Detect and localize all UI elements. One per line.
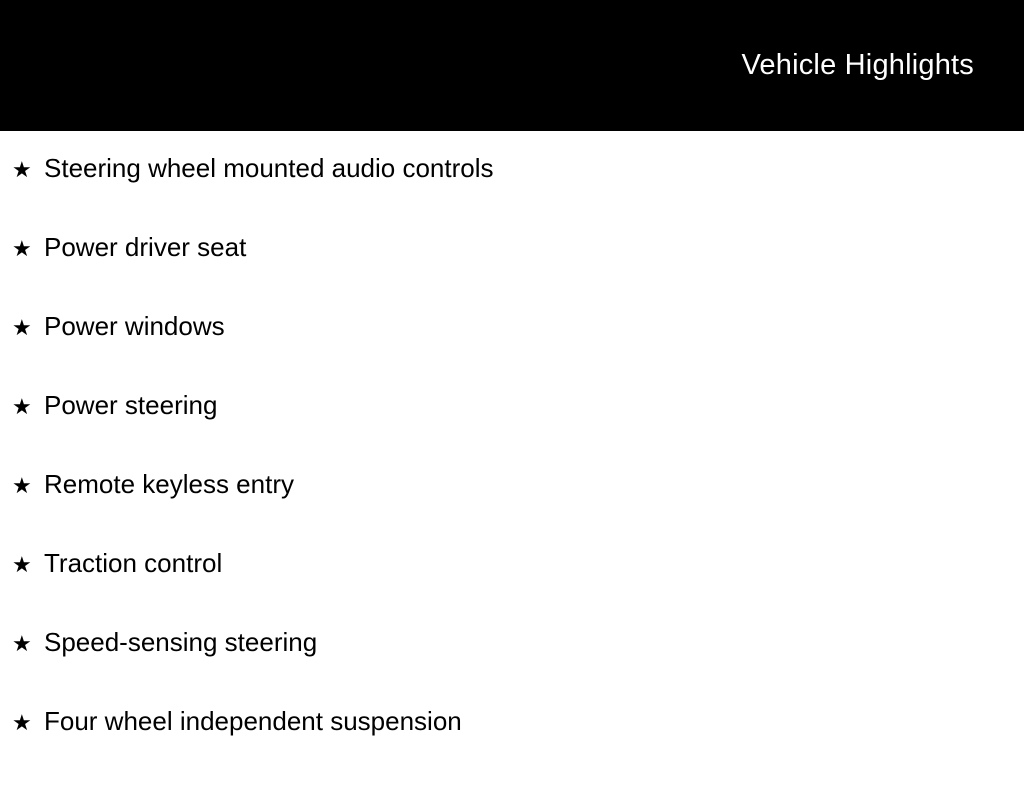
list-item [0,550,1024,629]
list-item [0,234,1024,313]
list-item [0,392,1024,471]
page-title: Vehicle Highlights [741,49,974,81]
vehicle-highlights-list [0,131,1024,787]
list-item [0,155,1024,234]
list-item-label: Power driver seat [44,232,247,262]
list-item-label: Traction control [44,548,223,578]
star-icon: ★ [12,315,32,340]
star-icon: ★ [12,236,32,261]
star-icon: ★ [12,473,32,498]
star-icon: ★ [12,552,32,577]
star-icon: ★ [12,631,32,656]
star-icon: ★ [12,710,32,735]
list-item-label: Steering wheel mounted audio controls [44,153,494,183]
list-item-label: Power steering [44,390,218,420]
list-item-label: Power windows [44,311,225,341]
list-item-label: Speed-sensing steering [44,627,318,657]
list-item-label: Remote keyless entry [44,469,294,499]
list-item [0,313,1024,392]
list-item [0,629,1024,708]
star-icon: ★ [12,157,32,182]
list-item [0,708,1024,787]
list-item-label: Four wheel independent suspension [44,706,462,736]
star-icon: ★ [12,394,32,419]
list-item [0,471,1024,550]
header-bar [0,0,1024,131]
